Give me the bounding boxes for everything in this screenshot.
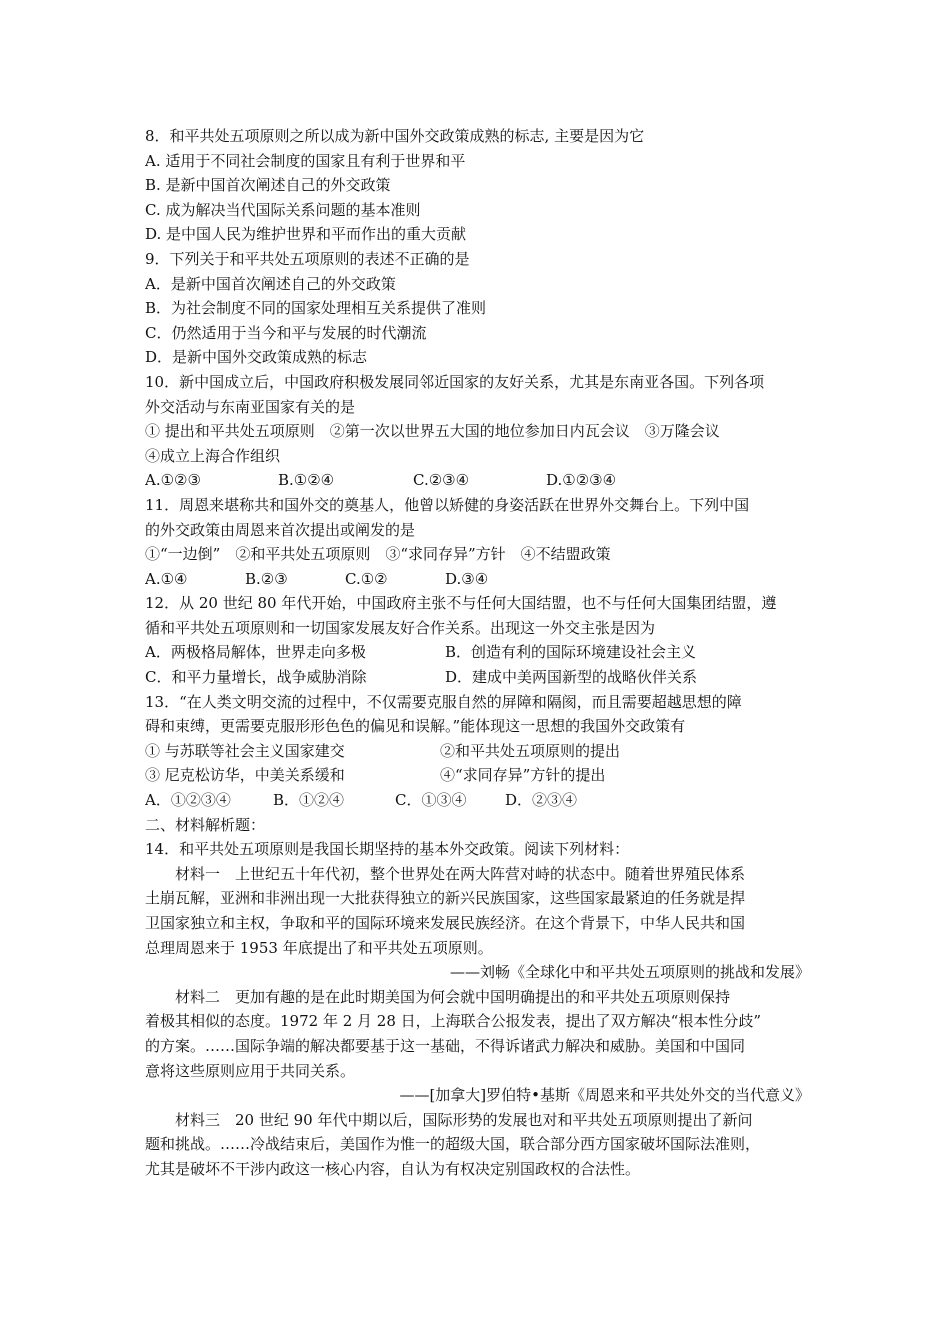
question-9-option-c: C．仍然适用于当今和平与发展的时代潮流 <box>145 323 427 342</box>
question-11-stem-line1: 11．周恩来堪称共和国外交的奠基人，他曾以矫健的身姿活跃在世界外交舞台上。下列中国 <box>145 495 750 514</box>
question-12-option-d: D．建成中美两国新型的战略伙伴关系 <box>445 668 698 687</box>
question-12-stem-line1: 12．从 20 世纪 80 年代开始，中国政府主张不与任何大国结盟，也不与任何大国集团结盟，遵 <box>145 594 777 613</box>
material-1-line2: 土崩瓦解，亚洲和非洲出现一大批获得独立的新兴民族国家，这些国家最紧迫的任务就是捍 <box>145 889 746 908</box>
question-12-option-c: C．和平力量增长，战争威胁消除 <box>145 668 367 687</box>
question-8-option-b: B. 是新中国首次阐述自己的外交政策 <box>145 176 391 195</box>
material-1-line3: 卫国家独立和主权，争取和平的国际环境来发展民族经济。在这个背景下，中华人民共和国 <box>145 914 746 932</box>
question-11-option-d: D.③④ <box>445 569 489 588</box>
question-10-items-line1: ① 提出和平共处五项原则 ②第一次以世界五大国的地位参加日内瓦会议 ③万隆会议 <box>145 422 720 441</box>
question-11-stem-line2: 的外交政策由周恩来首次提出或阐发的是 <box>145 520 416 539</box>
question-11-options <box>145 567 810 592</box>
material-2-line3: 的方案。……国际争端的解决都要基于这一基础，不得诉诸武力解决和威胁。美国和中国同 <box>145 1036 746 1055</box>
question-13-items-row1 <box>145 739 810 764</box>
question-8-option-c: C. 成为解决当代国际关系问题的基本准则 <box>145 200 421 219</box>
question-13-option-c: C．①③④ <box>395 791 467 810</box>
question-14-stem: 14．和平共处五项原则是我国长期坚持的基本外交政策。阅读下列材料： <box>145 840 630 859</box>
question-8-option-d: D. 是中国人民为维护世界和平而作出的重大贡献 <box>145 225 467 244</box>
material-1-line4: 总理周恩来于 1953 年底提出了和平共处五项原则。 <box>145 938 493 957</box>
question-13-item-2: ②和平共处五项原则的提出 <box>440 741 621 760</box>
question-13-item-1: ① 与苏联等社会主义国家建交 <box>145 741 345 760</box>
question-11-option-a: A.①④ <box>145 569 188 588</box>
question-12-options-row2 <box>145 665 810 690</box>
question-13-item-4: ④“求同存异”方针的提出 <box>440 766 606 785</box>
question-13-item-3: ③ 尼克松访华，中美关系缓和 <box>145 766 345 785</box>
material-2-line2: 着极其相似的态度。1972 年 2 月 28 日，上海联合公报发表，提出了双方解决“根本性分歧” <box>145 1012 761 1031</box>
question-13-stem-line2: 碍和束缚，更需要克服形形色色的偏见和误解。”能体现这一思想的我国外交政策有 <box>145 717 686 736</box>
question-10-option-c: C.②③④ <box>413 471 470 490</box>
question-13-option-d: D．②③④ <box>505 791 578 810</box>
question-13-items-row2 <box>145 763 810 788</box>
question-9-stem: 9．下列关于和平共处五项原则的表述不正确的是 <box>145 249 470 268</box>
question-10-option-b: B.①②④ <box>278 471 335 490</box>
question-10-items-line2: ④成立上海合作组织 <box>145 446 281 465</box>
question-10-stem-line1: 10．新中国成立后，中国政府积极发展同邻近国家的友好关系，尤其是东南亚各国。下列各项 <box>145 372 765 391</box>
question-10-option-a: A.①②③ <box>145 471 201 490</box>
question-13-options <box>145 788 810 813</box>
question-13-stem-line1: 13．“在人类文明交流的过程中，不仅需要克服自然的屏障和隔阂，而且需要超越思想的障 <box>145 692 742 711</box>
material-1-line1: 材料一 上世纪五十年代初，整个世界处在两大阵营对峙的状态中。随着世界殖民体系 <box>175 864 746 883</box>
question-10-stem-line2: 外交活动与东南亚国家有关的是 <box>145 397 356 416</box>
material-3-line3: 尤其是破坏不干涉内政这一核心内容，自认为有权决定别国政权的合法性。 <box>145 1159 641 1178</box>
material-2-line4: 意将这些原则应用于共同关系。 <box>145 1061 356 1080</box>
section-2-heading: 二、材料解析题： <box>145 815 266 834</box>
material-3-line1: 材料三 20 世纪 90 年代中期以后，国际形势的发展也对和平共处五项原则提出了新问 <box>175 1110 753 1129</box>
material-2-source: ——[加拿大]罗伯特•基斯《周恩来和平共处外交的当代意义》 <box>399 1086 810 1105</box>
question-11-option-c: C.①② <box>345 569 388 588</box>
material-1-source: ——刘畅《全球化中和平共处五项原则的挑战和发展》 <box>449 963 810 982</box>
material-3-line2: 题和挑战。……冷战结束后，美国作为惟一的超级大国，联合部分西方国家破坏国际法准则， <box>145 1135 761 1154</box>
question-8-option-a: A. 适用于不同社会制度的国家且有利于世界和平 <box>145 151 466 170</box>
question-12-stem-line2: 循和平共处五项原则和一切国家发展友好合作关系。出现这一外交主张是因为 <box>145 618 656 637</box>
question-12-option-b: B．创造有利的国际环境建设社会主义 <box>445 643 697 662</box>
question-10-option-d: D.①②③④ <box>546 471 617 490</box>
material-2-line1: 材料二 更加有趣的是在此时期美国为何会就中国明确提出的和平共处五项原则保持 <box>175 987 731 1006</box>
question-13-option-a: A．①②③④ <box>145 791 231 810</box>
question-11-items: ①“一边倒” ②和平共处五项原则 ③“求同存异”方针 ④不结盟政策 <box>145 545 611 564</box>
question-9-option-b: B．为社会制度不同的国家处理相互关系提供了准则 <box>145 299 487 318</box>
question-9-option-d: D．是新中国外交政策成熟的标志 <box>145 348 368 367</box>
question-10-options <box>145 468 810 493</box>
question-13-option-b: B．①②④ <box>273 791 345 810</box>
question-8-stem: 8．和平共处五项原则之所以成为新中国外交政策成熟的标志, 主要是因为它 <box>145 127 645 145</box>
question-11-option-b: B.②③ <box>245 569 288 588</box>
question-12-options-row1 <box>145 640 810 665</box>
exam-content <box>145 124 810 1182</box>
question-9-option-a: A．是新中国首次阐述自己的外交政策 <box>145 274 396 293</box>
question-12-option-a: A．两极格局解体，世界走向多极 <box>145 643 366 662</box>
